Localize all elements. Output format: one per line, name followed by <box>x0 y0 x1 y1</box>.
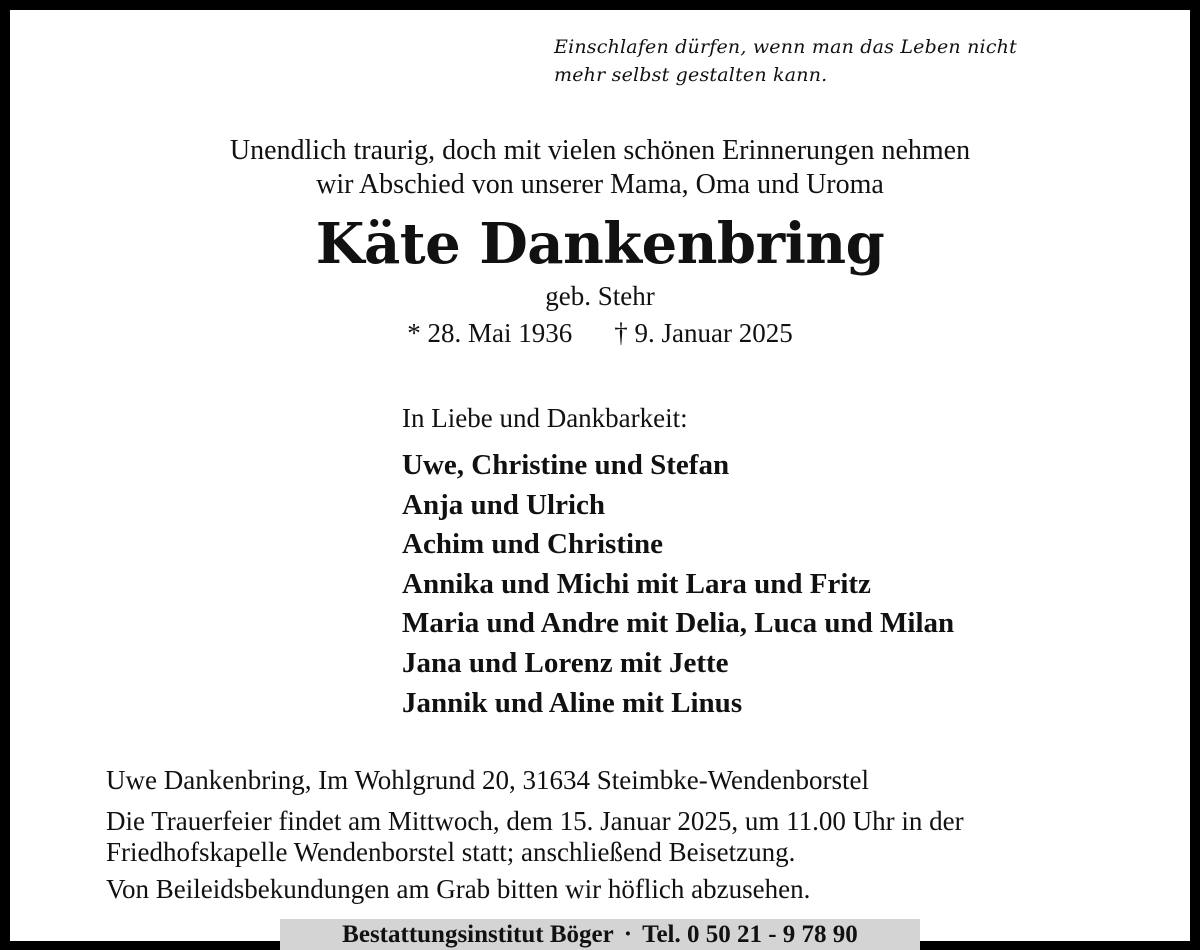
footer-separator: · <box>623 921 633 948</box>
deceased-name: Käte Dankenbring <box>315 211 885 277</box>
funeral-home-phone: Tel. 0 50 21 - 9 78 90 <box>642 921 858 948</box>
intro-text <box>0 134 1200 202</box>
funeral-service-info <box>106 806 964 868</box>
mourner-entry: Jannik und Aline mit Linus <box>402 686 743 719</box>
mourners-heading: In Liebe und Dankbarkeit: <box>402 403 688 433</box>
service-line: Die Trauerfeier findet am Mittwoch, dem 15. Januar 2025, um 11.00 Uhr in der <box>106 806 964 836</box>
intro-line: Unendlich traurig, doch mit vielen schönen Erinnerungen nehmen <box>229 135 971 166</box>
condolence-note: Von Beileidsbekundungen am Grab bitten wir höflich abzusehen. <box>106 874 811 904</box>
funeral-home-name: Bestattungsinstitut Böger <box>342 921 614 948</box>
death-date: † 9. Januar 2025 <box>614 318 793 348</box>
service-line: Friedhofskapelle Wendenborstel statt; anschließend Beisetzung. <box>106 837 796 867</box>
mourners-list <box>402 446 954 723</box>
mourner-entry: Achim und Christine <box>402 528 664 561</box>
mourner-entry: Anja und Ulrich <box>402 488 606 521</box>
motto-quote <box>554 33 1154 89</box>
intro-line: wir Abschied von unserer Mama, Oma und Uroma <box>316 169 884 200</box>
mourner-entry: Maria und Andre mit Delia, Luca und Milan <box>402 607 955 640</box>
mourner-entry: Annika und Michi mit Lara und Fritz <box>402 567 871 600</box>
funeral-home-footer <box>280 919 920 950</box>
mourner-entry: Uwe, Christine und Stefan <box>402 449 730 481</box>
contact-address: Uwe Dankenbring, Im Wohlgrund 20, 31634 Steimbke-Wendenborstel <box>106 765 870 795</box>
motto-line: Einschlafen dürfen, wenn man das Leben nicht <box>554 36 1017 58</box>
birth-name: geb. Stehr <box>545 281 655 311</box>
motto-line: mehr selbst gestalten kann. <box>554 64 828 86</box>
life-dates <box>0 317 1200 349</box>
birth-date: * 28. Mai 1936 <box>407 318 573 348</box>
mourner-entry: Jana und Lorenz mit Jette <box>402 646 729 679</box>
